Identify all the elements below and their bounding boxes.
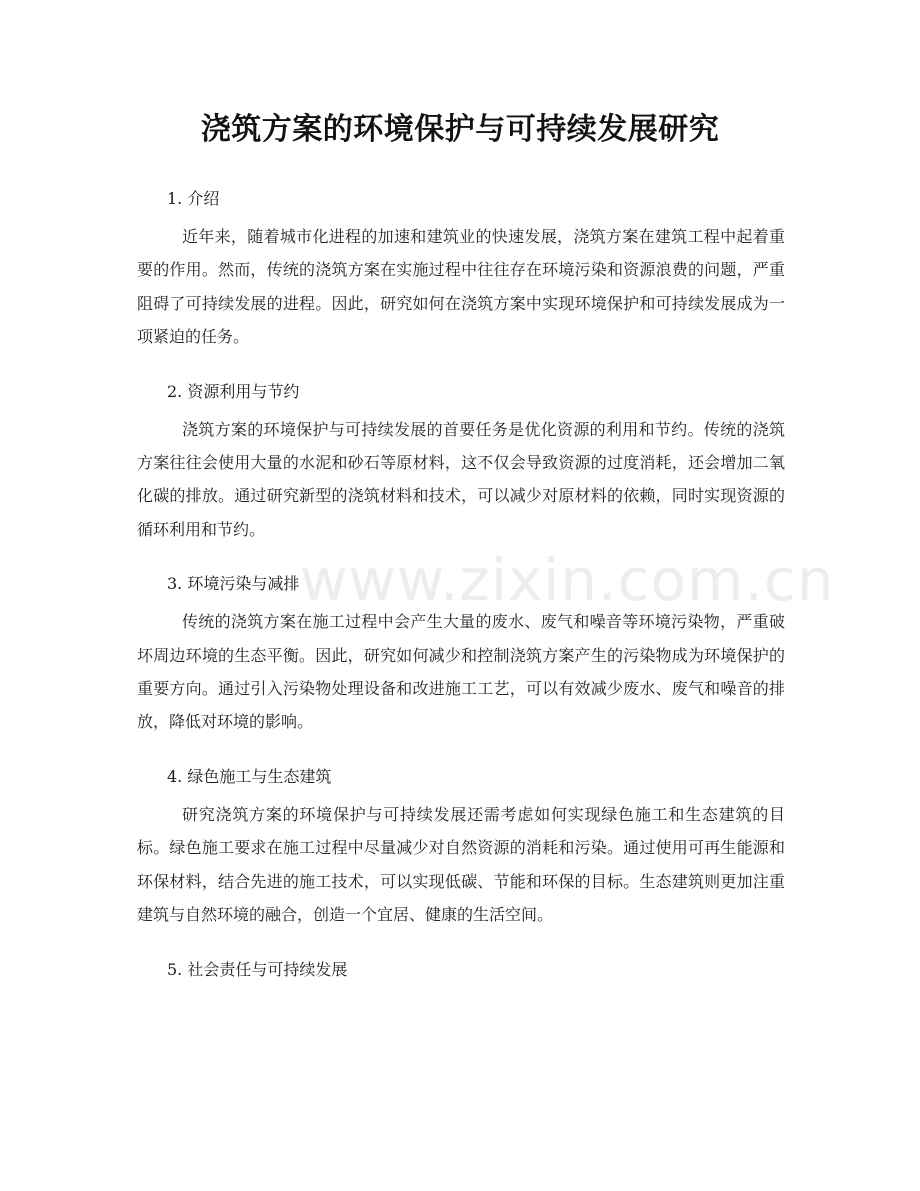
section-heading-4: 4. 绿色施工与生态建筑 xyxy=(167,766,332,786)
section-paragraph-3: 传统的浇筑方案在施工过程中会产生大量的废水、废气和噪音等环境污染物，严重破坏周边环境的生态平衡。因此，研究如何减少和控制浇筑方案产生的污染物成为环境保护的重要方向。通过引入污染物处理设备和改进施工工艺，可以有效减少废水、废气和噪音的排放，降低对环境的影响。 xyxy=(137,612,785,732)
section-heading-3: 3. 环境污染与减排 xyxy=(167,574,300,594)
section-heading-2: 2. 资源利用与节约 xyxy=(167,381,300,401)
section-heading-5: 5. 社会责任与可持续发展 xyxy=(167,959,348,979)
section-paragraph-2: 浇筑方案的环境保护与可持续发展的首要任务是优化资源的利用和节约。传统的浇筑方案往往会使用大量的水泥和砂石等原材料，这不仅会导致资源的过度消耗，还会增加二氧化碳的排放。通过研究新型的浇筑材料和技术，可以减少对原材料的依赖，同时实现资源的循环利用和节约。 xyxy=(137,419,785,539)
section-paragraph-1: 近年来，随着城市化进程的加速和建筑业的快速发展，浇筑方案在建筑工程中起着重要的作用。然而，传统的浇筑方案在实施过程中往往存在环境污染和资源浪费的问题，严重阻碍了可持续发展的进程。因此，研究如何在浇筑方案中实现环境保护和可持续发展成为一项紧迫的任务。 xyxy=(137,227,785,347)
section-paragraph-4: 研究浇筑方案的环境保护与可持续发展还需考虑如何实现绿色施工和生态建筑的目标。绿色施工要求在施工过程中尽量减少对自然资源的消耗和污染。通过使用可再生能源和环保材料，结合先进的施工技术，可以实现低碳、节能和环保的目标。生态建筑则更加注重建筑与自然环境的融合，创造一个宜居、健康的生活空间。 xyxy=(137,804,785,925)
watermark: www.zixin.com.cn xyxy=(300,546,835,614)
document-title: 浇筑方案的环境保护与可持续发展研究 xyxy=(200,112,720,147)
document-body xyxy=(137,183,835,986)
section-heading-1: 1. 介绍 xyxy=(167,189,220,208)
